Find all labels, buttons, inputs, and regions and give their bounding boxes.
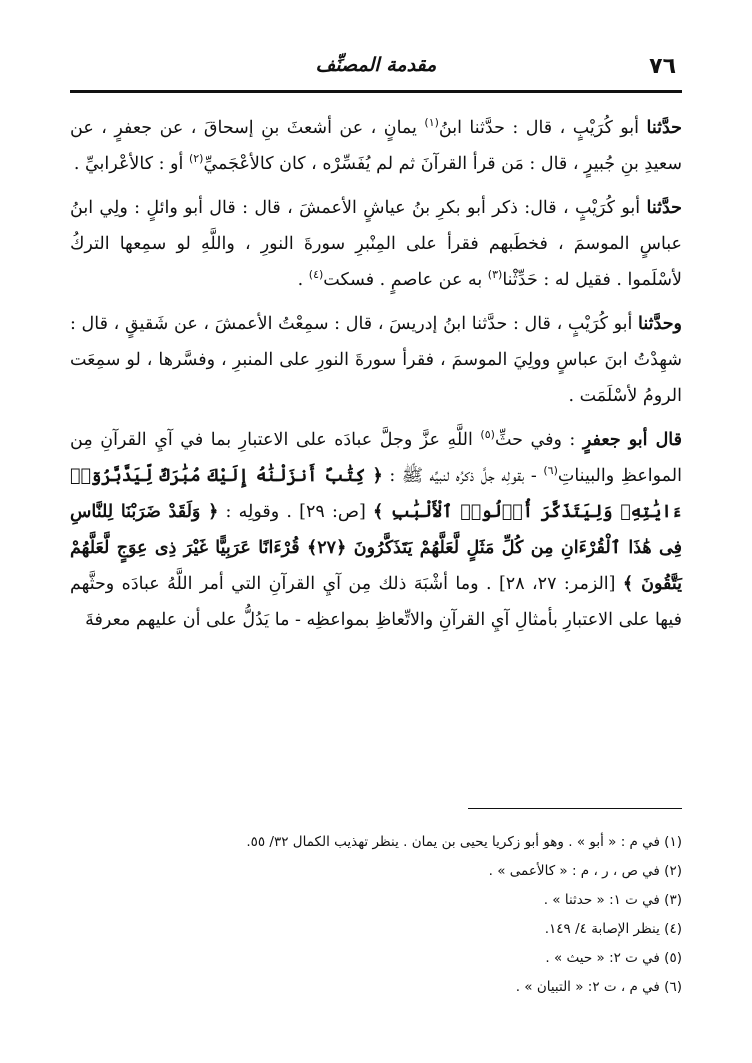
main-text (70, 110, 682, 638)
paragraph-2 (70, 190, 682, 298)
paragraph-lead: حدَّثنا (646, 198, 682, 218)
running-title: مقدمة المصنِّف (315, 54, 437, 76)
paragraph-text: أو : كالأعْرابيِّ . (73, 154, 189, 174)
footnote-separator (468, 808, 682, 809)
paragraph-text: : وفي حثِّ (494, 430, 583, 450)
paragraph-text: [ص: ٢٩] . وقولِه : (218, 502, 374, 522)
footnote-6: (٦) في م ، ت ٢: « التبيان » . (515, 979, 682, 995)
footnote-ref: (١) (424, 116, 439, 130)
paragraph-text: [الزمر: ٢٧، ٢٨] . وما أشْبَهَ ذلك مِن آيِ القرآنِ التي أمر اللَّهُ عبادَه وحثَّهم فيها على الاعتبارِ بأمثالِ آيِ القرآنِ والاتِّعاظِ بمواعظِه - ما يَدُلُّ على أن عليهم معرفةَ (70, 574, 682, 630)
paragraph-3 (70, 306, 682, 414)
footnote-3: (٣) في ت ١: « حدثنا » . (543, 892, 682, 908)
page-header (70, 52, 682, 92)
paragraph-lead: قال أبو جعفرٍ (582, 430, 682, 450)
footnotes (70, 828, 682, 1002)
paragraph-text: يمانٍ ، عن أشعثَ بنِ إسحاقَ ، عن جعفرٍ ، عن سعيدِ بنِ جُبيرٍ ، قال : مَن قرأ القرآنَ ثم لم يُفَسِّرْه ، كان كالأعْجَميِّ (70, 118, 682, 174)
quran-verse: ﴿ كِتَٰبٌ أَنزَلْنَٰهُ إِلَيْكَ مُبَٰرَكٌ لِّيَدَّبَّرُوٓا۟ ءَايَٰتِهِۦ وَلِيَتَذَكَّرَ أُو۟لُوا۟ ٱلْأَلْبَٰبِ ﴾ (70, 466, 683, 522)
paragraph-text: أبو كُرَيْبٍ ، قال : حدَّثنا ابنُ (438, 118, 647, 138)
paragraph-1 (70, 110, 682, 182)
paragraph-4 (70, 422, 682, 638)
footnote-4: (٤) ينظر الإصابة ٤/ ١٤٩. (544, 921, 682, 937)
footnote-5: (٥) في ت ٢: « حيث » . (545, 950, 682, 966)
paragraph-lead: وحدَّثنا (638, 314, 682, 334)
footnote-ref: (٤) (308, 268, 324, 282)
paragraph-text: به عن عاصمٍ . فسكت (323, 270, 488, 290)
quran-verse: ﴿ وَلَقَدْ ضَرَبْنَا لِلنَّاسِ فِى هَٰذَا ٱلْقُرْءَانِ مِن كُلِّ مَثَلٍ لَّعَلَّهُمْ يَتَذَكَّرُونَ ﴿٢٧﴾ قُرْءَانًا عَرَبِيًّا غَيْرَ ذِى عِوَجٍ لَّعَلَّهُمْ يَتَّقُونَ ﴾ (70, 502, 682, 594)
paragraph-text: اللَّهِ عزَّ وجلَّ عبادَه على الاعتبارِ بما في آيِ القرآنِ مِن المواعظِ والبيناتِ (70, 430, 682, 486)
page-number: ٧٦ (649, 54, 676, 79)
footnote-ref: (٥) (480, 428, 495, 442)
footnote-ref: (٦) (543, 464, 558, 478)
footnote-2: (٢) في ص ، ر ، م : « كالأعمى » . (488, 863, 682, 879)
paragraph-text: . (297, 270, 309, 290)
footnote-1: (١) في م : « أبو » . وهو أبو زكريا يحيى بن يمان . ينظر تهذيب الكمال ٣٢/ ٥٥. (246, 834, 682, 850)
paragraph-lead: حدَّثنا (646, 118, 682, 138)
footnote-ref: (٣) (487, 268, 503, 282)
paragraph-text: - بقولِه جلَّ ذكرُه لنبيِّه ﷺ : (382, 466, 544, 486)
header-rule (70, 90, 682, 93)
paragraph-text: أبو كُرَيْبٍ ، قال : حدَّثنا ابنُ إدريسَ ، قال : سمِعْتُ الأعمشَ ، عن شَقيقٍ ، قال : شهِدْتُ ابنَ عباسٍ وولِيَ الموسمَ ، فقرأ سورةَ النورِ على المنبرِ ، وفسَّرها ، لو سمِعَت الرومُ لأسْلَمَت . (70, 314, 682, 406)
paragraph-text: أبو كُرَيْبٍ ، قال: ذكر أبو بكرِ بنُ عياشٍ الأعمشَ ، قال : قال أبو وائلٍ : ولِي ابنُ عباسٍ الموسمَ ، فخطَبهم فقرأ على المِنْبرِ سورةَ النورِ ، واللَّهِ لو سمِعها التركُ لأسْلَموا . فقيل له : حَدِّثْنا (70, 198, 682, 290)
footnote-ref: (٢) (188, 152, 204, 166)
